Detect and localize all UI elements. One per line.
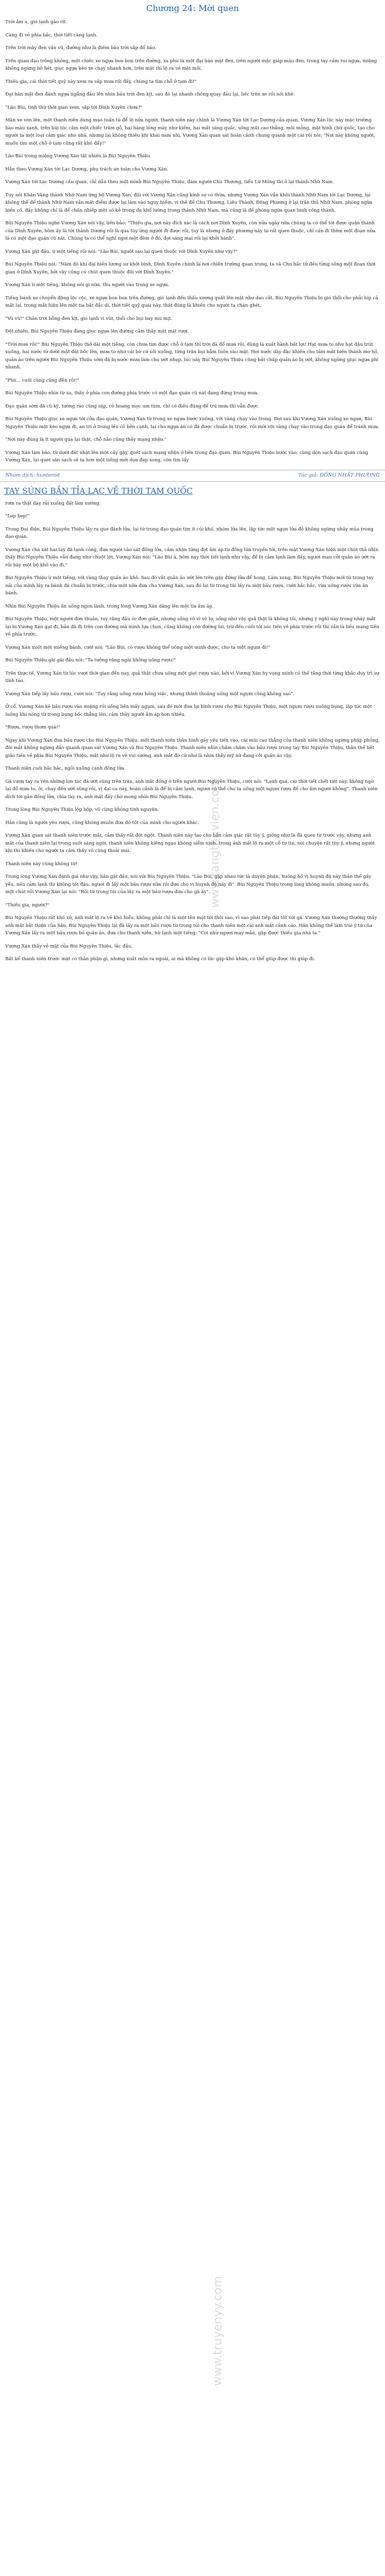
paragraph: Vương Xán gật đầu, ừ một tiếng rồi nói: "Lão Bùi, người sao lại quen thuộc với Dĩnh Xuyên như vậy?" [5,249,238,254]
paragraph: Trên thực tế, Vương Xán từ lúc vượt thời gian đến nay, quả thật chưa uống một giọt rượu nào, bởi vì Vương Xán hy vọng mình có thể tăng thời từng khắc duy trì sự tỉnh táo. [5,670,379,684]
author-credit: Tác giả: ĐỒNG NHẤT PHƯƠNG [298,472,380,478]
chapter-body-continued [0,500,385,963]
paragraph: Trời âm u, gió lạnh gào rít. [5,20,67,25]
paragraph: "Thiếu gia, người?" [5,902,50,908]
paragraph: Vương Xán chà xát hai tay đã lạnh cóng, đưa người vào sát đống lửa, cảm nhận từng đợt ấm áp từ đống lửa truyền tới, trên mặt Vương Xán hiện một chút thả nhìn thấy Bùi Nguyên Thiệu vẫn đang như chuột lột, Vương Xán nói: "Lão Bùi à, hôm nay thời tiết lạnh như vậy, để bị cảm lạnh làm đấy, ngươi mau cởi quần áo ướt ra rồi hãy một bộ khô vào đi." [5,547,379,568]
paragraph: Hắn theo Vương Xán tới Lạc Dương, phụ trách an toàn cho Vương Xán. [5,166,168,172]
paragraph: Tiếng bánh xe chuyển động lộc cộc, xe ngựa bon bon trên đường, gió lạnh đến thấu xương quất lên mặt như dao cắt, Bùi Nguyên Thiệu bị gió thổi cho phải híp cả mắt lại, trong mắt hiện lên một tia bất đắc dĩ, thời tiết quỷ quái này, thật đúng là khiến cho người ta chán ghét. [5,295,378,308]
paragraph: Tuy nói Khăn Vàng thành Nhữ Nam ứng hộ Vương Xán, đối với Vương Xán cũng kính sợ có thừa, nhưng Vương Xán vẫn khôi thành Nhữ Nam tới Lạc Dương, lại không thể để thành Nhữ Nam vắn mất điểm được lại làm vào nguy hiểm, vì thế để Chu Thương, Liêu Thành, Đông Phương ở lại trấn thủ Nhữ Nam, phòng ngừa biến cố, đây không chỉ là để chấn nhiếp một số kẻ trong đa khổ lường trong thành Nhữ Nam, mà cũng là để phòng ngừa quan binh công thành. [5,192,373,213]
paragraph: Vương Xán ừ một tiếng, không nói gì nữa, thu người vào trong xe ngựa. [5,282,170,288]
paragraph: Thanh niên này cũng không từ! [5,861,78,867]
paragraph: Vương Xán xuốt một miếng bánh, cười nói: "Lão Bùi, có rượu không thể uống một mình được, cho ta một ngụm đi!" [5,645,270,650]
paragraph: Đại hán mặt đen đánh ngựa ngẩng đầu lên nhìn bầu trời đen kịt, sau đó lại nhanh chóng quay đầu lại, liếc trên xe rồi nói khẽ. [5,92,295,97]
paragraph: "Nơi này đúng là ít người qua lại thật, chỗ nào cũng thấy mạng nhện." [5,437,167,442]
paragraph: Thanh niên cuối hắc hắc, ngồi xuống cạnh đống lửa. [5,766,126,771]
paragraph: "Lẹp bẹp!" [5,514,30,519]
paragraph: "Rượu, rượu thơm quá!" [5,725,60,730]
watermark: www.truyenyy.com [211,2276,224,2386]
paragraph: Trên quan đạo trống không, một chiếc xe ngựa bon bon trên đường, xa phu là một đại hán mặt đen, trên người mặc giáp màu đen, trong tay cầm roi ngựa, miệng không ngừng hô hét, giục ngựa kéo xe chạy nhanh hơn, trên mặt thì lộ ra vẻ mệt mỏi. [5,58,377,71]
paragraph: Bất kể thanh niên trước mặt có thân phận gì, nhưng xuất môn ra ngoài, ai mà không có lúc gặp khó khăn, có thể giúp được thì giúp đi. [5,956,315,962]
paragraph: Vương Xán quan sát thanh niên trước mắt, cảm thấy rất đột ngột. Thanh niên này tao cho hắn cảm giác rất tùy ý, giống như là đã quen từ trước vậy, nhưng anh mắt của thanh niên lại trong suốt sáng ngời, thanh niên không kiêng ngạo không siểm nịnh, trong ánh mắt lộ ra một cỗ tự tin, nói chuyện rất tùy ý, nhưng người khi thì khiến cho người ta cảm thấy vô cùng thoải mái. [5,833,375,854]
paragraph: Trong lòng Bùi Nguyên Thiệu lộp bộp, vô cùng không tình nguyện. [5,807,159,812]
chapter-body [0,18,385,465]
paragraph: "Lão Bùi, tình thứ thời gian xem, sắp tới Dĩnh Xuyên chưa?" [5,105,143,110]
paragraph: Thiếu gia, cái thời tiết quỷ này xem ra sắp mưa rồi đấy, chúng ta tìm chỗ ở tạm đi!" [5,79,197,84]
book-title-link[interactable]: TAY SÚNG BẮN TỈA LẠC VỀ THỜI TAM QUỐC [4,486,193,496]
chapter-title: Chương 24: Mời quen [146,3,239,13]
paragraph: Vương Xán tới Lạc Dương cầu quan, chỉ dẫn theo một mình Bùi Nguyên Thiệu, đám người Chu Thương, tiểu Lữ Mông thì ở lại thành Nhữ Nam. [5,179,334,185]
paragraph: Bùi Nguyên Thiệu nói: "Năm đó khi đại hiền lương sư khởi binh, Dĩnh Xuyên chính là nơi chiến trường quan trọng, ta và Chu hắc tử đều từng sống một đoạn thời gian ở Dĩnh Xuyên, bởi vậy cũng có chút quen thuộc đối với Dĩnh Xuyên." [5,262,376,275]
paragraph: Hắn cũng là người yêu rượu, cũng không muốn đưa đồ tốt của mình cho người khác. [5,820,199,826]
paragraph: Bùi Nguyên Thiệu giục xe ngựa tới cửa đạo quán, Vương Xán từ trong xe ngựa bước xuống, với vàng chạy vào trong. Đợi sau khi Vương Xán xuống xe ngựa, Bùi Nguyên Thiệu một kéo ngựa đi, an trí ở trong lều cỏ bên cạnh, lại cho ngựa ăn có đã được chuẩn bị trước, rồi mới vội vàng chạy vào trong đạo quán để tránh mưa. [5,416,380,430]
paragraph: Ngay khi Vương Xán đưa bầu rượu cho Bùi Nguyên Thiệu, một thanh niên thân hình gầy yếu tiến vào, cái mũi cao thẳng của thanh niên không ngừng phập phồng, đôi mắt không ngừng đảo quanh quan sát Vương Xán và Bùi Nguyên Thiệu. Thanh niên nhìn chăm chăm vào bầu rượu trong tay Bùi Nguyên Thiệu, thân thể hết giảo tiến về phía Bùi Nguyên Thiệu, mắt như lộ ra vẻ vui sướng, anh mắt đờ cứ như là nhìn thấy mỹ nữ đang cởi quần áo vậy. [5,737,380,759]
watermark: www.tangthuvien.com [209,778,222,908]
credits-bar [0,470,385,482]
paragraph: Bùi Nguyên Thiệu nhìn từ xa, thấy ở phía con đường phía trước có một đạo quán cũ nát đang đứng trong mưa. [5,391,259,396]
paragraph: Càng đi về phía bắc, thời tiết càng lạnh. [5,32,98,38]
translator-credit: Nhóm dịch: hunterod [5,472,60,478]
paragraph: Ở cổ, Vương Xán kê bầu rượu vào miệng rồi uống liền mấy ngụm, sau đó mới đưa lại bình rượu cho Bùi Nguyên Thiệu, một ngụm rượu xuống bụng, lập tức một luồng khí nóng từ trong bụng bốc thẳng lên, cảm thấy người ấm áp hơn nhiều. [5,704,372,717]
paragraph: Trên trời mây đen vần vũ, đường như là điềm báo trời sắp đổ bão. [5,45,157,51]
paragraph: Màn xe vén lên, một thanh niên dung mạo tuấn tú để lộ nửa người, thanh niên này chính là Vương Xán tới Lạc Dương cầu quan, Vương Xán lúc này mặc trường bào màu xanh, trên búi tóc cắm một chiếc trâm gỗ, hai hàng lông mày như kiếm, hai mắt sáng quắc, sống mũi cao thẳng, môi mỏng, mặt hình chữ quốc, tạo cho người ta một loại cảm giác nho nhã, nhưng lại không thiếu khí khái nam nhi, Vương Xán quan sát hoàn cảnh chung quanh một cái rồi nói: "Nơi này không người, muốn tìm một chỗ ở tạm cũng rất khó đấy!" [5,118,375,146]
paragraph: Bùi Nguyên Thiệu rất khó xử, ánh mắt lộ ra vẻ khó hiểu, không phải chỉ là một tên mọt tới thôi sao; vì sao phải tiếp đãi tốt với gã. Vương Xán thường thường thấy anh mắt bất thiện của hắn, Bùi Nguyên Thiệu lại đã lấy ra một bầu rượu từ trong túi cho thanh niên một cái anh mắt cảnh cáo. Hắn không thể làm trái ý tứ của Vương Xán lấy ra một bầu rượu bỏ quần áo, đưa cho thanh niên, hừ lạnh một tiếng: "Coi như ngươi may mắn, gặp được thiếu gia nhà ta." [5,915,378,936]
paragraph: "Trời mưa rồi!" Bùi Nguyên Thiệu thở dài một tiếng, còn chưa tìm được chỗ ở tạm thì trời đã đổ mưa rồi, dùng là xuất hành bất lợi! Hạt mưa to như hạt đậu trút xuống, hai nước từ dưới mặt đất bốc lên, mưa to như cái bờ cứ xối xuống, từng trận bụi bẫm tuôn vào mặt. Hơi nước dày đặc khiến cho tầm mắt biến thành mơ hồ, quần áo trên người Bùi Nguyên Thiệu sớm đã bị nước mưa làm cho ướt nhẹp, lúc này Bùi Nguyên Thiệu cũng bất chấp quần áo bị ướt, không ngừng giục ngựa phi nhanh. [5,342,379,370]
paragraph: rơm ra thật dày rải xuống đất làm nướng. [5,500,101,506]
paragraph: Đạo quán sớm đã cũ kỹ, tường rào cũng sập, cỏ hoang mọc um tùm, chỉ có điều đúng để trú mưa thì vẫn được. [5,403,260,409]
paragraph: Bùi Nguyên Thiệu nghe Vương Xán nói vậy, liền bảo: "Thiếu gia, nơi này đích xác là cách nơi Dĩnh Xuyên, còn nửa ngày nữa chúng ta có thể tới được quận thành của Dĩnh Xuyên, hôm ấy là tới thành Dương rồi là qua tùy ứng người đi được rồi, tuy là nhưng ở đây phương này ta rất quen thuộc, chỉ cần đi thêm một đoạn nữa là có một đạo quán cũ nát. Chúng ta có thể nghỉ ngơi một đêm ở đó, đợi sáng mai rồi lại khởi hành". [5,221,375,241]
paragraph: Vương Xán tiếp lấy bầu rượu, cười nói: "Tuy rằng uống rượu hỏng việc, nhưng thỉnh thoảng uống một ngụm cũng không sao". [5,691,295,697]
paragraph: Bùi Nguyên Thiệu gãi gãi đầu nói: "Ta tưởng rằng ngài không uống rượu!" [5,658,176,663]
paragraph: Lão Bùi trong miệng Vương Xán tất nhiên là Bùi Nguyên Thiệu. [5,154,152,159]
paragraph: "Phù... cuối cùng cũng đến rồi!" [5,377,79,383]
paragraph: Bùi Nguyên Thiệu, một người đơn thuần, tuy rằng đầu óc đơn giản, nhưng sống vô vi vô lự, sống như vậy quả thật là không tồi, nhưng ý nghĩ này trong nháy mắt lại bị Vương Xán gạt đi, bản đã đi trên con đường mà mình lựa chọn, cũng không còn đường lui, trừ đến cuối tới sóc tiến về phía trước rồi thì vẫn là liều mạng tiến về phía trước. [5,617,380,637]
paragraph: Trong lòng Vương Xán đánh giá như vậy, hắn gật đầu, nói với Bùi Nguyên Thiệu: "Lão Bùi, gặp nhau tức là duyên phận, huống hồ vị huynh đệ này thân thể gầy yếu, nếu cảm lạnh thì không tốt đâu, ngươi đi lấy một bầu rượu nữa rồi đưa cho vị huynh đệ này đi". Bùi Nguyên Thiệu trong lòng không muốn, nhưng sau đó, một chút rồi Vương Xán lại nói: "Rồi từ trong túi của lấy ra một bầu rượu đưa cho gã ấy". [5,874,372,895]
paragraph: Vương Xán thấy vẻ mặt của Bùi Nguyên Thiệu, lắc đầu. [5,943,133,949]
paragraph: Nhìn Bùi Nguyên Thiệu ăn uống ngon lành, trong lòng Vương Xán dâng lên một tia ấm áp. [5,603,214,609]
paragraph: Vương Xán làm bảo, từ dưới đất nhặt lên một cây gậy, quét sạch mạng nhện ở bên trong đạo quán. Bùi Nguyên Thiệu bước vào, cùng dọn sạch đạo quán cùng Vương Xán, lại quét sân sạch sẽ ta hơn một tiếng mới dọn đẹp xong, còn tìm lấy [5,450,369,463]
reader-page [0,0,385,969]
paragraph: Bùi Nguyên Thiệu ừ một tiếng, với vàng thay quần áo khô. Sau đó vắt quần áo ướt lên trên gậy đứng lửa để hong. Làm xong, Bùi Nguyên Thiệu mới từ trong tay nải của mình lấy ra bánh đã chuẩn bị trước, chia một nửa đưa cho Vương Xán, sau đó lại từ trong túi lấy ra một bầu rượu, cười hắc hắc, vừa uống rượu vừa ăn bánh. [5,575,374,596]
paragraph: Đột nhiên, Bùi Nguyên Thiệu đang giục ngựa lên đường cảm thấy mặt mát rượi. [5,329,189,334]
paragraph: Trong Đại điện, Bùi Nguyên Thiệu lấy ra que đánh lửa, lại từ trong đạo quán tìm ít củi khô, nhóm lửa lên, lập tức một ngọn lửa đỏ không ngừng nhảy múa trong đạo quán. [5,526,373,539]
paragraph: Gã vươn tay ra vén những lọn tóc đã ướt sũng trên trán, anh mắt đồng ờ trên người Bùi Nguyên Thiệu, cười nói: "Lạnh quá, cái thời tiết chết tiệt này, không ngờ lại đổ mưa to, ôi, chạy đến ướt sũng rồi, vị đại ca này, hoàn cảnh là để bị cảm lạnh, ngươi có thể cho ta uống một ngụm rượu để cho ấm người không". Thanh niên dích tới gần đống lửa, chìa tay ra, ánh mắt đầy chờ mong nhìn Bùi Nguyên Thiệu. [5,779,378,800]
paragraph: "Vù vù!" Chân trời bỗng đen kịt, gió lạnh vì vút, thổi cho bụi bay mù mịt. [5,316,173,321]
